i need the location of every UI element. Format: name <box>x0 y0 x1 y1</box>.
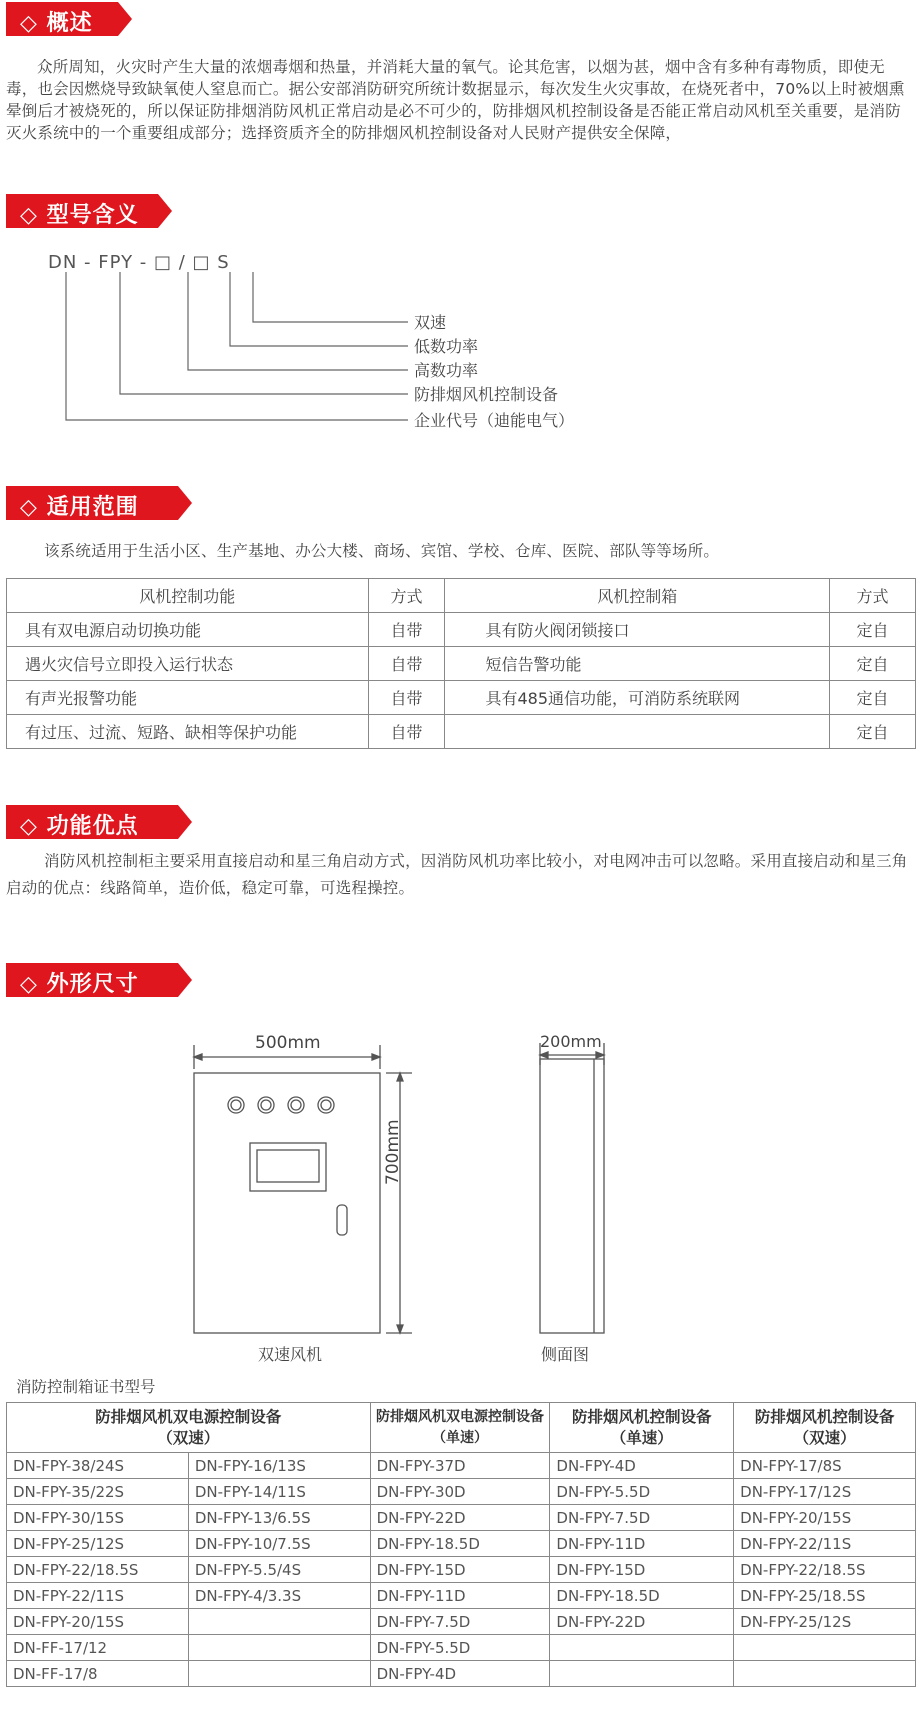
table-header: 风机控制功能 <box>7 579 369 613</box>
side-view-caption: 侧面图 <box>541 1345 590 1364</box>
table-cell: 具有485通信功能，可消防系统联网 <box>445 681 830 715</box>
legend-item: 低数功率 <box>414 337 479 356</box>
table-header: 防排烟风机控制设备 （单速） <box>550 1403 734 1453</box>
overview-paragraph: 众所周知，火灾时产生大量的浓烟毒烟和热量，并消耗大量的氧气。论其危害，以烟为甚，烟中含有多种有毒物质，即使无毒，也会因燃烧导致缺氧使人窒息而亡。据公安部消防研究所统计数据显示，每次发生火灾事故，在烧死者中，70%以上时被烟熏晕倒后才被烧死的，所以保证防排烟消防风机正常启动是必不可少的，防排烟风机控制设备是否能正常启动风机至关重要，是消防灭火系统中的一个重要组成部分；选择资质齐全的防排烟风机控制设备对人民财产提供安全保障， <box>6 58 905 142</box>
table-cell <box>188 1635 370 1661</box>
table-row <box>7 647 916 681</box>
cert-table-title: 消防控制箱证书型号 <box>16 1378 156 1396</box>
table-cell: 定自 <box>830 681 916 715</box>
table-cell: DN-FPY-4D <box>370 1661 550 1687</box>
table-cell: DN-FPY-30/15S <box>7 1505 189 1531</box>
table-cell: 定自 <box>830 613 916 647</box>
table-row <box>7 1479 916 1505</box>
table-row <box>7 1531 916 1557</box>
table-cell: 自带 <box>368 715 445 749</box>
diamond-icon: ◇ <box>20 203 38 228</box>
section-title-dimensions: 外形尺寸 <box>46 972 139 997</box>
table-cell: DN-FPY-25/18.5S <box>734 1583 916 1609</box>
scope-paragraph: 该系统适用于生活小区、生产基地、办公大楼、商场、宾馆、学校、仓库、医院、部队等等场所。 <box>44 542 720 560</box>
table-cell: DN-FPY-22D <box>550 1609 734 1635</box>
table-row <box>7 1505 916 1531</box>
table-cell: DN-FPY-37D <box>370 1453 550 1479</box>
legend-item: 双速 <box>414 313 447 332</box>
table-cell: DN-FPY-20/15S <box>734 1505 916 1531</box>
table-cell: DN-FPY-30D <box>370 1479 550 1505</box>
table-cell <box>734 1661 916 1687</box>
table-cell: DN-FPY-4D <box>550 1453 734 1479</box>
depth-dimension-label: 200mm <box>540 1032 602 1051</box>
table-cell: 遇火灾信号立即投入运行状态 <box>7 647 369 681</box>
table-cell: 具有双电源启动切换功能 <box>7 613 369 647</box>
table-row <box>7 1453 916 1479</box>
table-row <box>7 1583 916 1609</box>
cabinet-side-drawing <box>530 1035 610 1345</box>
table-header: 方式 <box>830 579 916 613</box>
table-cell: DN-FPY-7.5D <box>550 1505 734 1531</box>
table-row <box>7 1557 916 1583</box>
table-cell: 具有防火阀闭锁接口 <box>445 613 830 647</box>
table-row <box>7 1661 916 1687</box>
section-title-overview: 概述 <box>46 11 93 36</box>
table-cell: 有声光报警功能 <box>7 681 369 715</box>
section-heading-advantages <box>6 805 196 839</box>
table-row <box>7 681 916 715</box>
table-cell: 自带 <box>368 647 445 681</box>
table-cell: DN-FPY-38/24S <box>7 1453 189 1479</box>
table-cell: DN-FPY-11D <box>550 1531 734 1557</box>
model-code: DN - FPY - □ / □ S <box>48 252 230 273</box>
function-table <box>6 578 916 749</box>
table-cell: DN-FPY-7.5D <box>370 1609 550 1635</box>
legend-item: 企业代号（迪能电气） <box>414 411 575 430</box>
table-header: 防排烟风机控制设备 （双速） <box>734 1403 916 1453</box>
table-cell: DN-FPY-5.5/4S <box>188 1557 370 1583</box>
section-title-model: 型号含义 <box>46 203 139 228</box>
table-cell: 自带 <box>368 681 445 715</box>
table-cell: DN-FPY-22/11S <box>734 1531 916 1557</box>
table-cell <box>445 715 830 749</box>
table-cell: DN-FPY-17/12S <box>734 1479 916 1505</box>
table-cell <box>188 1609 370 1635</box>
table-header-row <box>7 1403 916 1453</box>
table-cell: DN-FPY-25/12S <box>7 1531 189 1557</box>
diamond-icon: ◇ <box>20 495 38 520</box>
table-cell <box>188 1661 370 1687</box>
table-cell: DN-FPY-11D <box>370 1583 550 1609</box>
table-cell: DN-FPY-25/12S <box>734 1609 916 1635</box>
table-cell: DN-FPY-13/6.5S <box>188 1505 370 1531</box>
table-cell: DN-FPY-4/3.3S <box>188 1583 370 1609</box>
table-cell: DN-FPY-35/22S <box>7 1479 189 1505</box>
table-cell: DN-FPY-18.5D <box>550 1583 734 1609</box>
width-dimension-label: 500mm <box>255 1033 321 1053</box>
table-header: 方式 <box>368 579 445 613</box>
section-heading-model <box>6 194 196 228</box>
table-cell: DN-FPY-22/11S <box>7 1583 189 1609</box>
table-cell: 有过压、过流、短路、缺相等保护功能 <box>7 715 369 749</box>
table-header: 防排烟风机双电源控制设备 （单速） <box>370 1403 550 1453</box>
section-heading-overview <box>6 2 196 36</box>
model-legend-lines <box>0 270 420 430</box>
table-cell: DN-FPY-5.5D <box>370 1635 550 1661</box>
table-cell: 短信告警功能 <box>445 647 830 681</box>
legend-item: 高数功率 <box>414 361 479 380</box>
cabinet-front-drawing <box>180 1035 420 1345</box>
table-header: 风机控制箱 <box>445 579 830 613</box>
table-cell: 自带 <box>368 613 445 647</box>
table-cell: DN-FPY-22/18.5S <box>734 1557 916 1583</box>
table-header-row <box>7 579 916 613</box>
section-heading-scope <box>6 486 196 520</box>
table-cell: DN-FPY-15D <box>550 1557 734 1583</box>
table-cell: 定自 <box>830 647 916 681</box>
diamond-icon: ◇ <box>20 11 38 36</box>
table-cell: DN-FPY-15D <box>370 1557 550 1583</box>
table-cell: 定自 <box>830 715 916 749</box>
section-heading-dimensions <box>6 963 196 997</box>
table-cell <box>550 1635 734 1661</box>
section-title-advantages: 功能优点 <box>46 814 139 839</box>
table-header: 防排烟风机双电源控制设备 （双速） <box>7 1403 371 1453</box>
table-cell: DN-FPY-18.5D <box>370 1531 550 1557</box>
table-cell: DN-FF-17/12 <box>7 1635 189 1661</box>
table-cell: DN-FPY-17/8S <box>734 1453 916 1479</box>
table-row <box>7 715 916 749</box>
table-cell <box>734 1635 916 1661</box>
legend-item: 防排烟风机控制设备 <box>414 385 559 404</box>
table-row <box>7 1609 916 1635</box>
certificate-model-table <box>6 1402 916 1687</box>
table-cell: DN-FPY-22/18.5S <box>7 1557 189 1583</box>
section-title-scope: 适用范围 <box>46 495 139 520</box>
table-cell: DN-FPY-10/7.5S <box>188 1531 370 1557</box>
table-cell: DN-FPY-14/11S <box>188 1479 370 1505</box>
front-view-caption: 双速风机 <box>258 1345 323 1364</box>
diamond-icon: ◇ <box>20 814 38 839</box>
height-dimension-label: 700mm <box>383 1119 403 1185</box>
table-cell <box>550 1661 734 1687</box>
table-cell: DN-FPY-20/15S <box>7 1609 189 1635</box>
table-row <box>7 1635 916 1661</box>
table-cell: DN-FPY-16/13S <box>188 1453 370 1479</box>
table-cell: DN-FPY-5.5D <box>550 1479 734 1505</box>
diamond-icon: ◇ <box>20 972 38 997</box>
table-cell: DN-FPY-22D <box>370 1505 550 1531</box>
table-row <box>7 613 916 647</box>
advantages-paragraph: 消防风机控制柜主要采用直接启动和星三角启动方式，因消防风机功率比较小，对电网冲击可以忽略。采用直接启动和星三角启动的优点：线路简单，造价低，稳定可靠，可选程操控。 <box>6 852 908 897</box>
table-cell: DN-FF-17/8 <box>7 1661 189 1687</box>
